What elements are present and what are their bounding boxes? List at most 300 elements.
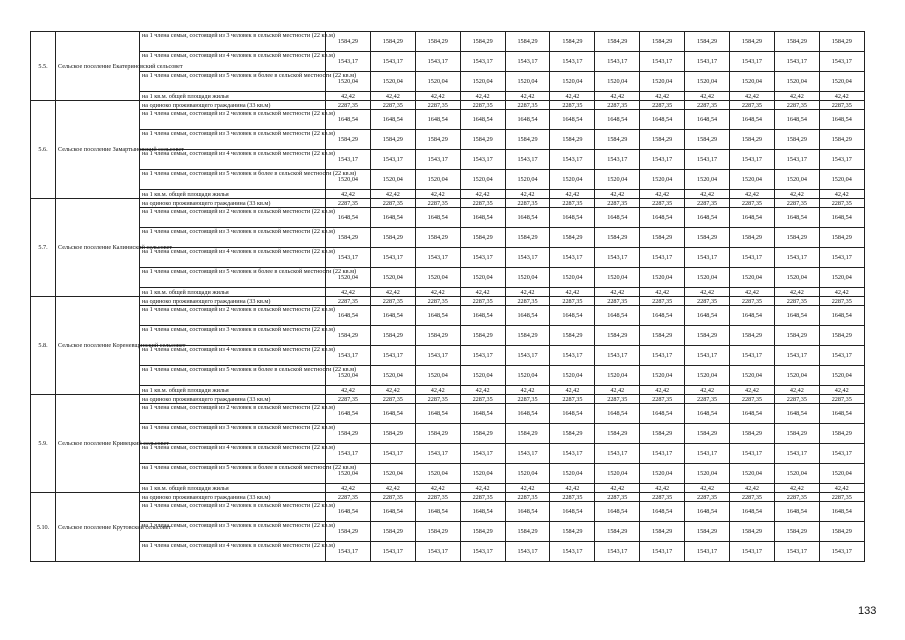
tariff-value: 1648,54 (415, 208, 460, 228)
tariff-value: 2287,35 (415, 199, 460, 208)
tariff-value: 1648,54 (685, 208, 730, 228)
norm-description: на 1 члена семьи, состоящей из 3 человек в сельской местности (22 кв.м) (140, 130, 326, 150)
norm-description: на 1 члена семьи, состоящей из 3 человек в сельской местности (22 кв.м) (140, 228, 326, 248)
tariff-value: 1520,04 (460, 170, 505, 190)
tariff-value: 1584,29 (550, 326, 595, 346)
tariff-value: 1520,04 (774, 72, 819, 92)
tariff-value: 1584,29 (595, 522, 640, 542)
tariff-value: 42,42 (640, 92, 685, 101)
tariff-value: 1584,29 (685, 130, 730, 150)
tariff-value: 1543,17 (640, 346, 685, 366)
tariff-value: 1584,29 (640, 522, 685, 542)
tariff-value: 42,42 (550, 386, 595, 395)
norm-description: на 1 члена семьи, состоящей из 4 человек в сельской местности (22 кв.м) (140, 52, 326, 72)
tariff-value: 1520,04 (819, 72, 864, 92)
tariff-value: 1520,04 (595, 464, 640, 484)
tariff-value: 1543,17 (370, 542, 415, 562)
tariff-value: 1648,54 (730, 404, 775, 424)
tariff-value: 1520,04 (774, 464, 819, 484)
tariff-value: 1584,29 (819, 326, 864, 346)
tariff-value: 42,42 (774, 92, 819, 101)
tariff-value: 1648,54 (550, 208, 595, 228)
tariff-sheet (30, 31, 865, 562)
tariff-value: 1543,17 (595, 346, 640, 366)
tariff-value: 1543,17 (819, 444, 864, 464)
tariff-value: 1648,54 (415, 110, 460, 130)
tariff-value: 1648,54 (505, 208, 550, 228)
tariff-value: 1543,17 (685, 52, 730, 72)
tariff-value: 1520,04 (505, 72, 550, 92)
tariff-value: 1543,17 (730, 542, 775, 562)
group-number: 5.6. (31, 101, 56, 199)
tariff-value: 1584,29 (326, 522, 371, 542)
tariff-value: 1543,17 (640, 52, 685, 72)
tariff-value: 1584,29 (460, 424, 505, 444)
table-row (31, 32, 865, 52)
table-row (31, 386, 865, 395)
tariff-value: 1648,54 (730, 208, 775, 228)
tariff-value: 42,42 (640, 288, 685, 297)
tariff-value: 42,42 (819, 484, 864, 493)
tariff-value: 1543,17 (550, 150, 595, 170)
table-row (31, 288, 865, 297)
tariff-value: 1584,29 (819, 522, 864, 542)
tariff-value: 2287,35 (370, 395, 415, 404)
tariff-value: 2287,35 (730, 493, 775, 502)
norm-description: на 1 члена семьи, состоящей из 3 человек в сельской местности (22 кв.м) (140, 326, 326, 346)
tariff-value: 1584,29 (505, 326, 550, 346)
tariff-value: 2287,35 (640, 297, 685, 306)
tariff-value: 1584,29 (640, 32, 685, 52)
tariff-value: 1520,04 (730, 464, 775, 484)
tariff-value: 2287,35 (460, 395, 505, 404)
tariff-value: 1543,17 (326, 248, 371, 268)
tariff-value: 1543,17 (370, 248, 415, 268)
table-row (31, 542, 865, 562)
tariff-value: 1648,54 (326, 208, 371, 228)
tariff-value: 1584,29 (640, 326, 685, 346)
tariff-value: 2287,35 (505, 199, 550, 208)
tariff-value: 1543,17 (730, 346, 775, 366)
tariff-value: 1648,54 (819, 306, 864, 326)
tariff-value: 42,42 (326, 92, 371, 101)
tariff-value: 1520,04 (326, 170, 371, 190)
norm-description: на одиноко проживающего гражданина (33 кв.м) (140, 493, 326, 502)
tariff-value: 1648,54 (819, 208, 864, 228)
tariff-value: 1543,17 (640, 150, 685, 170)
norm-description: на 1 кв.м. общей площади жилья (140, 386, 326, 395)
tariff-value: 1520,04 (415, 72, 460, 92)
tariff-value: 1543,17 (640, 248, 685, 268)
tariff-value: 1584,29 (326, 424, 371, 444)
tariff-value: 42,42 (685, 386, 730, 395)
tariff-value: 1543,17 (640, 444, 685, 464)
tariff-value: 1543,17 (460, 248, 505, 268)
norm-description: на 1 члена семьи, состоящей из 4 человек в сельской местности (22 кв.м) (140, 444, 326, 464)
tariff-value: 1543,17 (370, 444, 415, 464)
tariff-value: 1543,17 (685, 444, 730, 464)
tariff-value: 1520,04 (460, 366, 505, 386)
tariff-value: 42,42 (595, 190, 640, 199)
settlement-name: Сельское поселение Крутовский сельсовет (56, 493, 140, 562)
tariff-value: 2287,35 (685, 493, 730, 502)
tariff-value: 1520,04 (685, 366, 730, 386)
tariff-value: 1584,29 (370, 522, 415, 542)
tariff-value: 1520,04 (595, 366, 640, 386)
tariff-value: 42,42 (460, 386, 505, 395)
tariff-value: 1543,17 (326, 52, 371, 72)
tariff-value: 42,42 (505, 190, 550, 199)
tariff-value: 1520,04 (640, 268, 685, 288)
tariff-value: 2287,35 (370, 297, 415, 306)
tariff-value: 1648,54 (819, 110, 864, 130)
tariff-value: 1543,17 (730, 150, 775, 170)
norm-description: на одиноко проживающего гражданина (33 кв.м) (140, 199, 326, 208)
tariff-value: 42,42 (370, 92, 415, 101)
tariff-value: 42,42 (595, 386, 640, 395)
tariff-value: 42,42 (550, 288, 595, 297)
norm-description: на 1 члена семьи, состоящей из 2 человек в сельской местности (22 кв.м) (140, 110, 326, 130)
tariff-value: 2287,35 (370, 493, 415, 502)
tariff-value: 1584,29 (730, 522, 775, 542)
tariff-value: 1520,04 (595, 170, 640, 190)
tariff-value: 1648,54 (326, 306, 371, 326)
table-row (31, 366, 865, 386)
tariff-value: 1584,29 (730, 130, 775, 150)
tariff-value: 1584,29 (370, 228, 415, 248)
tariff-value: 2287,35 (460, 101, 505, 110)
tariff-value: 2287,35 (774, 395, 819, 404)
tariff-value: 1520,04 (640, 464, 685, 484)
tariff-value: 2287,35 (370, 101, 415, 110)
settlement-name: Сельское поселение Калиниский сельсовет (56, 199, 140, 297)
tariff-value: 1520,04 (326, 366, 371, 386)
tariff-value: 42,42 (326, 484, 371, 493)
tariff-value: 2287,35 (774, 493, 819, 502)
tariff-value: 1543,17 (819, 52, 864, 72)
tariff-value: 1648,54 (370, 306, 415, 326)
tariff-value: 2287,35 (819, 395, 864, 404)
tariff-value: 2287,35 (595, 297, 640, 306)
tariff-value: 1520,04 (550, 268, 595, 288)
tariff-value: 42,42 (819, 92, 864, 101)
table-row (31, 248, 865, 268)
norm-description: на 1 кв.м. общей площади жилья (140, 92, 326, 101)
tariff-value: 2287,35 (730, 101, 775, 110)
tariff-value: 2287,35 (460, 199, 505, 208)
tariff-value: 1648,54 (640, 404, 685, 424)
tariff-value: 2287,35 (819, 199, 864, 208)
tariff-value: 42,42 (370, 190, 415, 199)
tariff-value: 42,42 (415, 386, 460, 395)
tariff-value: 1584,29 (326, 32, 371, 52)
tariff-value: 42,42 (595, 288, 640, 297)
tariff-value: 1520,04 (730, 366, 775, 386)
page-number: 133 (858, 605, 877, 617)
table-row (31, 297, 865, 306)
tariff-value: 1520,04 (460, 268, 505, 288)
tariff-value: 42,42 (550, 92, 595, 101)
tariff-value: 1584,29 (819, 424, 864, 444)
tariff-value: 1520,04 (685, 464, 730, 484)
tariff-value: 1543,17 (460, 150, 505, 170)
tariff-value: 1520,04 (505, 170, 550, 190)
tariff-value: 2287,35 (550, 395, 595, 404)
tariff-value: 1584,29 (460, 522, 505, 542)
tariff-value: 1584,29 (550, 32, 595, 52)
tariff-value: 1648,54 (595, 404, 640, 424)
tariff-value: 1543,17 (819, 248, 864, 268)
tariff-value: 1520,04 (774, 268, 819, 288)
settlement-name: Сельское поселение Замартыновский сельсовет (56, 101, 140, 199)
tariff-value: 1543,17 (595, 248, 640, 268)
tariff-value: 2287,35 (550, 199, 595, 208)
tariff-value: 1543,17 (730, 444, 775, 464)
tariff-value: 1543,17 (505, 52, 550, 72)
tariff-value: 2287,35 (460, 297, 505, 306)
table-row (31, 208, 865, 228)
tariff-value: 1543,17 (550, 444, 595, 464)
tariff-value: 1584,29 (550, 424, 595, 444)
tariff-value: 1543,17 (370, 346, 415, 366)
tariff-value: 42,42 (730, 484, 775, 493)
tariff-value: 1584,29 (685, 326, 730, 346)
group-number: 5.9. (31, 395, 56, 493)
group-number: 5.7. (31, 199, 56, 297)
table-row (31, 346, 865, 366)
tariff-value: 1584,29 (370, 326, 415, 346)
tariff-value: 42,42 (774, 484, 819, 493)
tariff-value: 1520,04 (819, 366, 864, 386)
tariff-value: 1648,54 (505, 502, 550, 522)
tariff-value: 42,42 (505, 92, 550, 101)
tariff-value: 1648,54 (685, 404, 730, 424)
tariff-value: 1543,17 (640, 542, 685, 562)
tariff-value: 1520,04 (550, 366, 595, 386)
tariff-value: 2287,35 (550, 101, 595, 110)
table-row (31, 170, 865, 190)
tariff-value: 1584,29 (595, 32, 640, 52)
tariff-value: 1520,04 (685, 170, 730, 190)
tariff-value: 42,42 (505, 484, 550, 493)
tariff-value: 1648,54 (595, 110, 640, 130)
tariff-value: 1584,29 (415, 130, 460, 150)
tariff-value: 1543,17 (685, 542, 730, 562)
tariff-value: 1648,54 (326, 404, 371, 424)
tariff-value: 1648,54 (685, 306, 730, 326)
tariff-value: 1520,04 (415, 366, 460, 386)
tariff-value: 1584,29 (326, 228, 371, 248)
tariff-value: 1543,17 (595, 52, 640, 72)
tariff-value: 1648,54 (730, 306, 775, 326)
tariff-value: 1520,04 (326, 268, 371, 288)
tariff-value: 2287,35 (774, 101, 819, 110)
tariff-value: 1543,17 (460, 542, 505, 562)
tariff-value: 1543,17 (370, 52, 415, 72)
tariff-value: 1584,29 (640, 130, 685, 150)
tariff-value: 1520,04 (595, 268, 640, 288)
tariff-value: 1520,04 (415, 268, 460, 288)
tariff-value: 42,42 (685, 92, 730, 101)
tariff-value: 1584,29 (326, 130, 371, 150)
tariff-value: 1648,54 (774, 208, 819, 228)
tariff-value: 1584,29 (370, 424, 415, 444)
tariff-value: 1584,29 (640, 424, 685, 444)
tariff-value: 1584,29 (685, 424, 730, 444)
tariff-value: 1584,29 (415, 424, 460, 444)
tariff-value: 1648,54 (819, 404, 864, 424)
tariff-value: 1520,04 (550, 170, 595, 190)
tariff-value: 1543,17 (460, 346, 505, 366)
tariff-value: 2287,35 (730, 199, 775, 208)
tariff-value: 2287,35 (550, 297, 595, 306)
tariff-value: 2287,35 (819, 493, 864, 502)
tariff-value: 2287,35 (326, 101, 371, 110)
tariff-value: 42,42 (774, 386, 819, 395)
tariff-value: 1543,17 (370, 150, 415, 170)
tariff-value: 42,42 (819, 386, 864, 395)
tariff-value: 1520,04 (640, 170, 685, 190)
tariff-value: 42,42 (730, 386, 775, 395)
tariff-value: 1648,54 (774, 502, 819, 522)
tariff-value: 1648,54 (774, 110, 819, 130)
tariff-value: 42,42 (505, 288, 550, 297)
tariff-value: 1543,17 (460, 52, 505, 72)
tariff-value: 1520,04 (370, 464, 415, 484)
tariff-value: 2287,35 (595, 101, 640, 110)
tariff-value: 1648,54 (460, 208, 505, 228)
tariff-value: 1543,17 (326, 150, 371, 170)
group-number: 5.8. (31, 297, 56, 395)
tariff-value: 1648,54 (460, 502, 505, 522)
norm-description: на 1 кв.м. общей площади жилья (140, 190, 326, 199)
norm-description: на 1 члена семьи, состоящей из 2 человек в сельской местности (22 кв.м) (140, 404, 326, 424)
tariff-value: 2287,35 (774, 297, 819, 306)
tariff-value: 1520,04 (730, 72, 775, 92)
norm-description: на 1 кв.м. общей площади жилья (140, 288, 326, 297)
tariff-value: 2287,35 (595, 493, 640, 502)
tariff-value: 2287,35 (550, 493, 595, 502)
norm-description: на 1 члена семьи, состоящей из 3 человек в сельской местности (22 кв.м) (140, 522, 326, 542)
tariff-value: 1543,17 (685, 346, 730, 366)
norm-description: на 1 члена семьи, состоящей из 2 человек в сельской местности (22 кв.м) (140, 502, 326, 522)
tariff-value: 1584,29 (460, 228, 505, 248)
tariff-value: 1584,29 (730, 32, 775, 52)
tariff-value: 1543,17 (326, 444, 371, 464)
tariff-value: 42,42 (460, 92, 505, 101)
tariff-value: 1584,29 (505, 32, 550, 52)
settlement-name: Сельское поселение Кривецкий сельсовет (56, 395, 140, 493)
tariff-value: 1648,54 (326, 110, 371, 130)
tariff-value: 1584,29 (505, 228, 550, 248)
tariff-value: 1584,29 (505, 522, 550, 542)
tariff-value: 1648,54 (370, 110, 415, 130)
tariff-value: 42,42 (730, 92, 775, 101)
tariff-value: 42,42 (460, 190, 505, 199)
tariff-value: 42,42 (774, 288, 819, 297)
tariff-value: 1648,54 (460, 404, 505, 424)
tariff-value: 42,42 (819, 288, 864, 297)
norm-description: на 1 члена семьи, состоящей из 4 человек в сельской местности (22 кв.м) (140, 248, 326, 268)
tariff-value: 1520,04 (505, 268, 550, 288)
tariff-value: 1543,17 (505, 248, 550, 268)
tariff-value: 2287,35 (730, 395, 775, 404)
tariff-value: 1648,54 (595, 208, 640, 228)
tariff-value: 1648,54 (415, 306, 460, 326)
tariff-value: 1543,17 (415, 444, 460, 464)
tariff-value: 1648,54 (370, 404, 415, 424)
tariff-value: 1543,17 (550, 52, 595, 72)
tariff-value: 1648,54 (415, 502, 460, 522)
table-row (31, 110, 865, 130)
tariff-value: 1648,54 (595, 502, 640, 522)
tariff-value: 1648,54 (415, 404, 460, 424)
tariff-value: 1584,29 (550, 130, 595, 150)
tariff-value: 1543,17 (774, 542, 819, 562)
tariff-value: 2287,35 (685, 297, 730, 306)
tariff-value: 1648,54 (730, 110, 775, 130)
tariff-value: 1543,17 (685, 248, 730, 268)
tariff-value: 1520,04 (460, 464, 505, 484)
tariff-value: 1543,17 (505, 346, 550, 366)
tariff-value: 42,42 (505, 386, 550, 395)
tariff-value: 1520,04 (505, 366, 550, 386)
tariff-value: 1520,04 (774, 366, 819, 386)
tariff-value: 42,42 (640, 386, 685, 395)
tariff-value: 1520,04 (505, 464, 550, 484)
tariff-value: 42,42 (685, 288, 730, 297)
table-row (31, 268, 865, 288)
tariff-value: 1520,04 (774, 170, 819, 190)
tariff-value: 42,42 (326, 190, 371, 199)
tariff-value: 1584,29 (730, 424, 775, 444)
tariff-value: 42,42 (415, 288, 460, 297)
tariff-value: 1543,17 (730, 52, 775, 72)
tariff-value: 1543,17 (415, 248, 460, 268)
tariff-value: 1648,54 (685, 502, 730, 522)
norm-description: на 1 члена семьи, состоящей из 4 человек в сельской местности (22 кв.м) (140, 150, 326, 170)
tariff-value: 2287,35 (460, 493, 505, 502)
tariff-value: 1584,29 (640, 228, 685, 248)
tariff-value: 1584,29 (550, 522, 595, 542)
tariff-value: 2287,35 (640, 101, 685, 110)
tariff-value: 1584,29 (415, 228, 460, 248)
norm-description: на одиноко проживающего гражданина (33 кв.м) (140, 101, 326, 110)
tariff-value: 42,42 (415, 92, 460, 101)
tariff-value: 1584,29 (730, 326, 775, 346)
tariff-value: 1543,17 (595, 150, 640, 170)
tariff-value: 1520,04 (640, 72, 685, 92)
tariff-value: 1584,29 (460, 326, 505, 346)
tariff-value: 1520,04 (685, 268, 730, 288)
table-row (31, 444, 865, 464)
tariff-value: 2287,35 (595, 395, 640, 404)
norm-description: на 1 члена семьи, состоящей из 3 человек в сельской местности (22 кв.м) (140, 424, 326, 444)
tariff-value: 2287,35 (370, 199, 415, 208)
tariff-value: 2287,35 (819, 297, 864, 306)
tariff-value: 1584,29 (370, 32, 415, 52)
tariff-value: 1584,29 (415, 326, 460, 346)
tariff-value: 1584,29 (550, 228, 595, 248)
tariff-value: 1648,54 (550, 306, 595, 326)
tariff-value: 2287,35 (415, 101, 460, 110)
tariff-value: 1543,17 (415, 346, 460, 366)
norm-description: на 1 члена семьи, состоящей из 5 человек и более в сельской местности (22 кв.м) (140, 366, 326, 386)
tariff-value: 1543,17 (460, 444, 505, 464)
tariff-value: 2287,35 (415, 395, 460, 404)
tariff-value: 1648,54 (819, 502, 864, 522)
tariff-value: 1648,54 (550, 502, 595, 522)
